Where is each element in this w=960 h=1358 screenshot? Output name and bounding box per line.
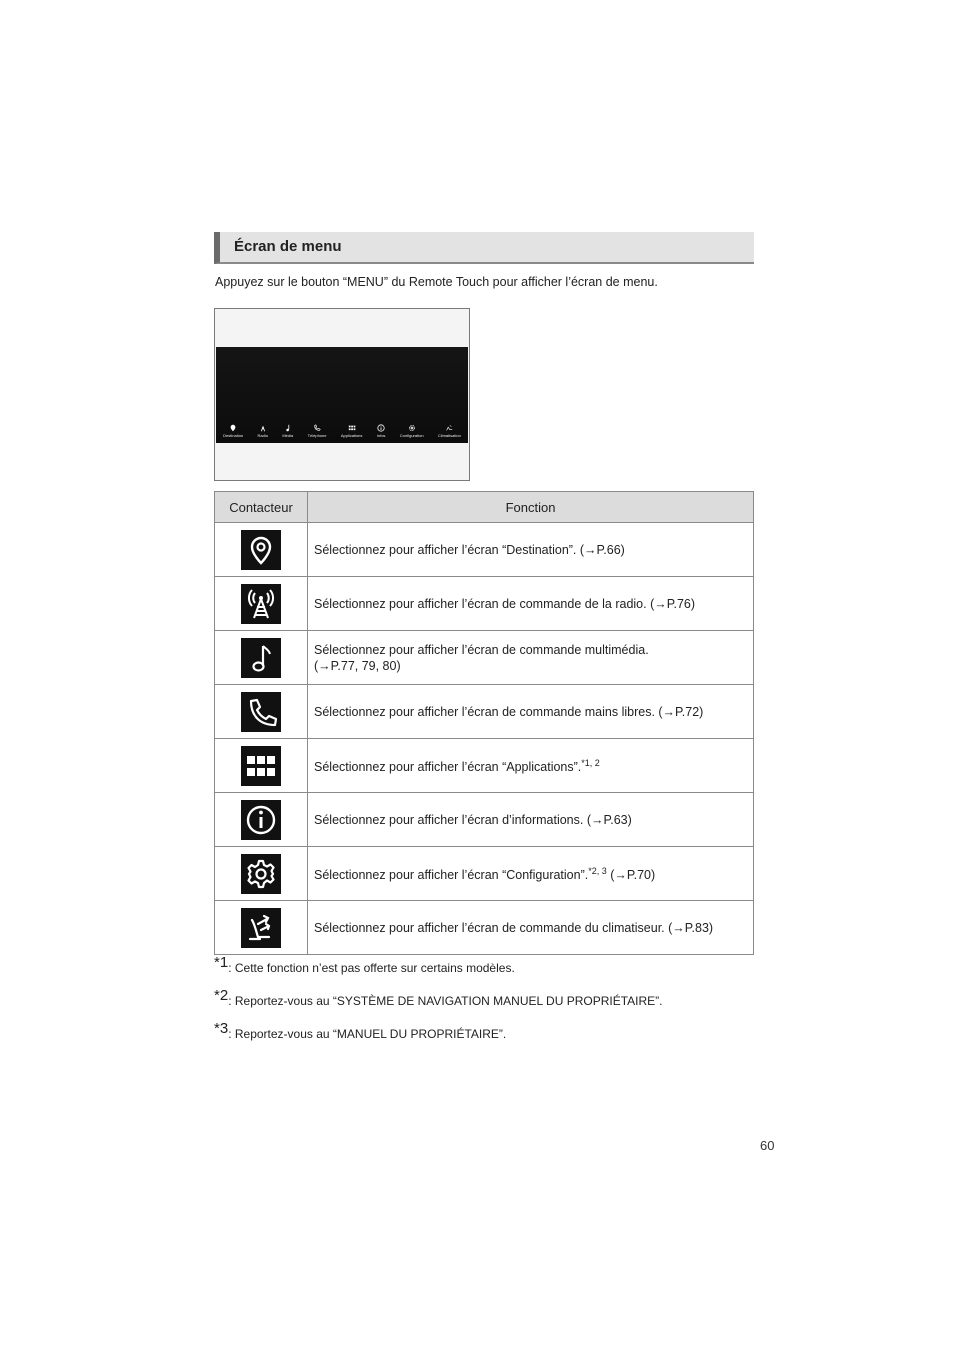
footnote-text: : Cette fonction n’est pas offerte sur certains modèles.	[228, 961, 515, 975]
footnote	[214, 954, 663, 975]
row-desc: Sélectionnez pour afficher l’écran de commande mains libres. (→P.72)	[308, 685, 754, 739]
screen-item-label: Radio	[257, 433, 268, 438]
screen-item-phone	[308, 424, 327, 438]
table-row	[215, 739, 754, 793]
menu-screen	[216, 347, 468, 443]
climate-icon	[445, 424, 453, 432]
screen-item-label: Média	[282, 433, 294, 438]
footnote-mark: *3	[214, 1020, 229, 1037]
footnote-text: : Reportez-vous au “SYSTÈME DE NAVIGATION MANUEL DU PROPRIÉTAIRE”.	[228, 994, 663, 1008]
settings-gear-icon	[241, 854, 281, 894]
table-row	[215, 901, 754, 955]
row-desc: Sélectionnez pour afficher l’écran “Configuration”.	[314, 868, 589, 883]
screen-item-label: Configuration	[399, 433, 424, 438]
row-desc: Sélectionnez pour afficher l’écran de commande multimédia.	[314, 642, 649, 657]
row-desc: Sélectionnez pour afficher l’écran de commande de la radio. (→P.76)	[308, 577, 754, 631]
footnote	[214, 1020, 663, 1041]
phone-icon	[313, 424, 321, 432]
screen-item-climatisation	[438, 424, 461, 438]
destination-pin-icon	[241, 530, 281, 570]
row-desc: Sélectionnez pour afficher l’écran “Destination”. (→P.66)	[308, 523, 754, 577]
menu-screen-bar	[216, 419, 468, 443]
footnotes	[214, 954, 663, 1053]
table-row	[215, 793, 754, 847]
intro-text: Appuyez sur le bouton “MENU” du Remote Touch pour afficher l’écran de menu.	[215, 275, 658, 289]
footnote-mark: *2	[214, 987, 229, 1004]
row-desc: Sélectionnez pour afficher l’écran d’informations. (→P.63)	[308, 793, 754, 847]
header-contacteur: Contacteur	[215, 492, 308, 523]
screen-item-label: Téléphone	[307, 433, 327, 438]
screen-item-label: Destination	[223, 433, 244, 438]
screen-item-label: Infos	[376, 433, 386, 438]
row-desc: Sélectionnez pour afficher l’écran “Applications”.	[314, 760, 582, 775]
screen-item-destination	[223, 424, 243, 438]
info-icon	[241, 800, 281, 840]
screen-item-radio	[258, 424, 268, 438]
table-row	[215, 577, 754, 631]
grid-icon	[348, 424, 356, 432]
row-desc-ref: (→P.77, 79, 80)	[314, 658, 401, 673]
pin-icon	[229, 424, 237, 432]
radio-antenna-icon	[241, 584, 281, 624]
screen-item-infos	[377, 424, 386, 438]
footnote-ref: *2, 3	[588, 866, 607, 877]
screen-item-configuration	[400, 424, 424, 438]
applications-grid-icon	[241, 746, 281, 786]
section-title: Écran de menu	[234, 238, 342, 255]
section-header	[214, 232, 754, 264]
note-icon	[284, 424, 292, 432]
info-icon	[377, 424, 385, 432]
climate-seat-icon	[241, 908, 281, 948]
screen-item-label: Applications	[340, 433, 363, 438]
footnote-ref: *1, 2	[581, 758, 600, 769]
page-number: 60	[760, 1138, 775, 1153]
table-row	[215, 631, 754, 685]
table-header-row	[215, 492, 754, 523]
menu-screen-illustration	[214, 308, 470, 481]
header-fonction: Fonction	[308, 492, 754, 523]
table-row	[215, 847, 754, 901]
antenna-icon	[259, 424, 267, 432]
row-desc: Sélectionnez pour afficher l’écran de commande du climatiseur. (→P.83)	[308, 901, 754, 955]
screen-item-label: Climatisation	[437, 433, 461, 438]
phone-icon	[241, 692, 281, 732]
function-table	[214, 491, 754, 955]
row-desc-ref: (→P.70)	[606, 868, 656, 883]
media-note-icon	[241, 638, 281, 678]
screen-item-applications	[341, 424, 363, 438]
footnote-text: : Reportez-vous au “MANUEL DU PROPRIÉTAIRE”.	[228, 1027, 507, 1041]
gear-icon	[408, 424, 416, 432]
screen-item-media	[282, 424, 293, 438]
table-row	[215, 523, 754, 577]
table-row	[215, 685, 754, 739]
footnote	[214, 987, 663, 1008]
footnote-mark: *1	[214, 954, 229, 971]
